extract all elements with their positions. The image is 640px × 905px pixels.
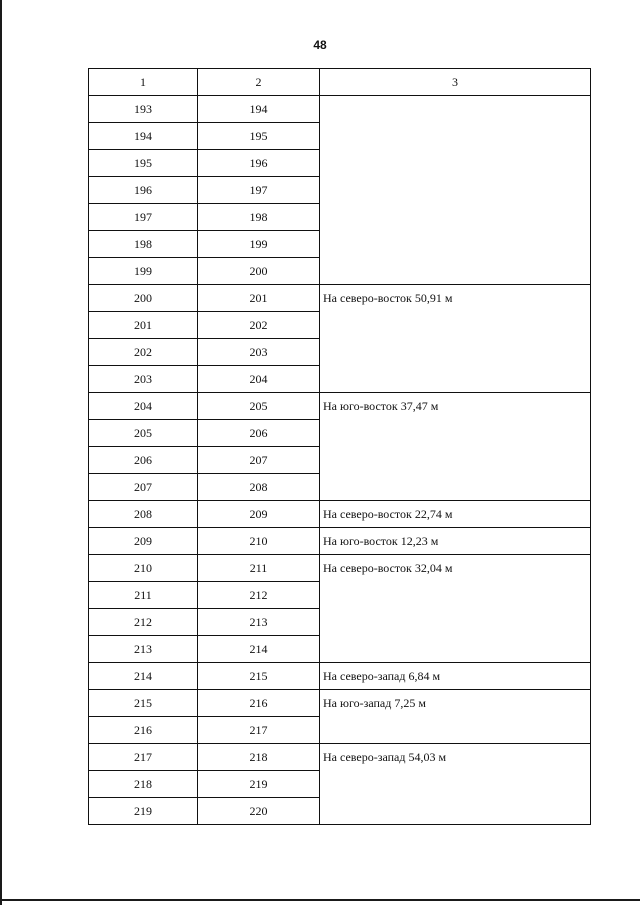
- column-header-2: 2: [198, 69, 320, 96]
- point-from-cell: 208: [89, 501, 198, 528]
- page-number: 48: [313, 38, 327, 52]
- point-to-cell: 209: [198, 501, 320, 528]
- point-to-cell: 194: [198, 96, 320, 123]
- column-header-3: 3: [320, 69, 591, 96]
- table-row: [89, 96, 591, 123]
- point-to-cell: 217: [198, 717, 320, 744]
- point-to-cell: 218: [198, 744, 320, 771]
- point-from-cell: 210: [89, 555, 198, 582]
- point-from-cell: 202: [89, 339, 198, 366]
- table-row: [89, 555, 591, 582]
- direction-distance-cell: На юго-восток 37,47 м: [320, 393, 591, 501]
- point-to-cell: 195: [198, 123, 320, 150]
- point-to-cell: 203: [198, 339, 320, 366]
- point-to-cell: 200: [198, 258, 320, 285]
- table-row: [89, 690, 591, 717]
- point-from-cell: 214: [89, 663, 198, 690]
- point-from-cell: 194: [89, 123, 198, 150]
- table-row: [89, 744, 591, 771]
- table-row: [89, 393, 591, 420]
- point-from-cell: 198: [89, 231, 198, 258]
- direction-distance-cell: [320, 96, 591, 285]
- column-header-1: 1: [89, 69, 198, 96]
- boundary-table: [88, 68, 591, 825]
- point-from-cell: 217: [89, 744, 198, 771]
- point-to-cell: 214: [198, 636, 320, 663]
- point-from-cell: 213: [89, 636, 198, 663]
- point-from-cell: 197: [89, 204, 198, 231]
- point-from-cell: 219: [89, 798, 198, 825]
- point-to-cell: 213: [198, 609, 320, 636]
- point-to-cell: 199: [198, 231, 320, 258]
- point-from-cell: 203: [89, 366, 198, 393]
- point-to-cell: 219: [198, 771, 320, 798]
- point-to-cell: 206: [198, 420, 320, 447]
- point-from-cell: 212: [89, 609, 198, 636]
- table-row: [89, 528, 591, 555]
- table-row: [89, 501, 591, 528]
- point-from-cell: 218: [89, 771, 198, 798]
- point-from-cell: 206: [89, 447, 198, 474]
- point-to-cell: 207: [198, 447, 320, 474]
- page-edge-left: [0, 0, 2, 905]
- direction-distance-cell: На северо-восток 50,91 м: [320, 285, 591, 393]
- table-row: [89, 663, 591, 690]
- page-edge-bottom: [0, 899, 640, 901]
- point-from-cell: 195: [89, 150, 198, 177]
- direction-distance-cell: На юго-восток 12,23 м: [320, 528, 591, 555]
- point-from-cell: 193: [89, 96, 198, 123]
- point-to-cell: 215: [198, 663, 320, 690]
- point-from-cell: 200: [89, 285, 198, 312]
- point-from-cell: 216: [89, 717, 198, 744]
- table-body: [89, 69, 591, 825]
- point-to-cell: 205: [198, 393, 320, 420]
- point-to-cell: 211: [198, 555, 320, 582]
- point-from-cell: 201: [89, 312, 198, 339]
- point-from-cell: 211: [89, 582, 198, 609]
- point-from-cell: 209: [89, 528, 198, 555]
- direction-distance-cell: На северо-запад 54,03 м: [320, 744, 591, 825]
- point-to-cell: 202: [198, 312, 320, 339]
- point-to-cell: 201: [198, 285, 320, 312]
- point-from-cell: 199: [89, 258, 198, 285]
- point-from-cell: 196: [89, 177, 198, 204]
- point-to-cell: 204: [198, 366, 320, 393]
- point-from-cell: 205: [89, 420, 198, 447]
- point-from-cell: 204: [89, 393, 198, 420]
- table-row: [89, 285, 591, 312]
- point-to-cell: 220: [198, 798, 320, 825]
- point-from-cell: 207: [89, 474, 198, 501]
- table-header-row: [89, 69, 591, 96]
- point-to-cell: 197: [198, 177, 320, 204]
- direction-distance-cell: На северо-восток 22,74 м: [320, 501, 591, 528]
- point-to-cell: 208: [198, 474, 320, 501]
- point-to-cell: 196: [198, 150, 320, 177]
- point-to-cell: 210: [198, 528, 320, 555]
- direction-distance-cell: На юго-запад 7,25 м: [320, 690, 591, 744]
- point-from-cell: 215: [89, 690, 198, 717]
- point-to-cell: 212: [198, 582, 320, 609]
- point-to-cell: 198: [198, 204, 320, 231]
- direction-distance-cell: На северо-восток 32,04 м: [320, 555, 591, 663]
- point-to-cell: 216: [198, 690, 320, 717]
- direction-distance-cell: На северо-запад 6,84 м: [320, 663, 591, 690]
